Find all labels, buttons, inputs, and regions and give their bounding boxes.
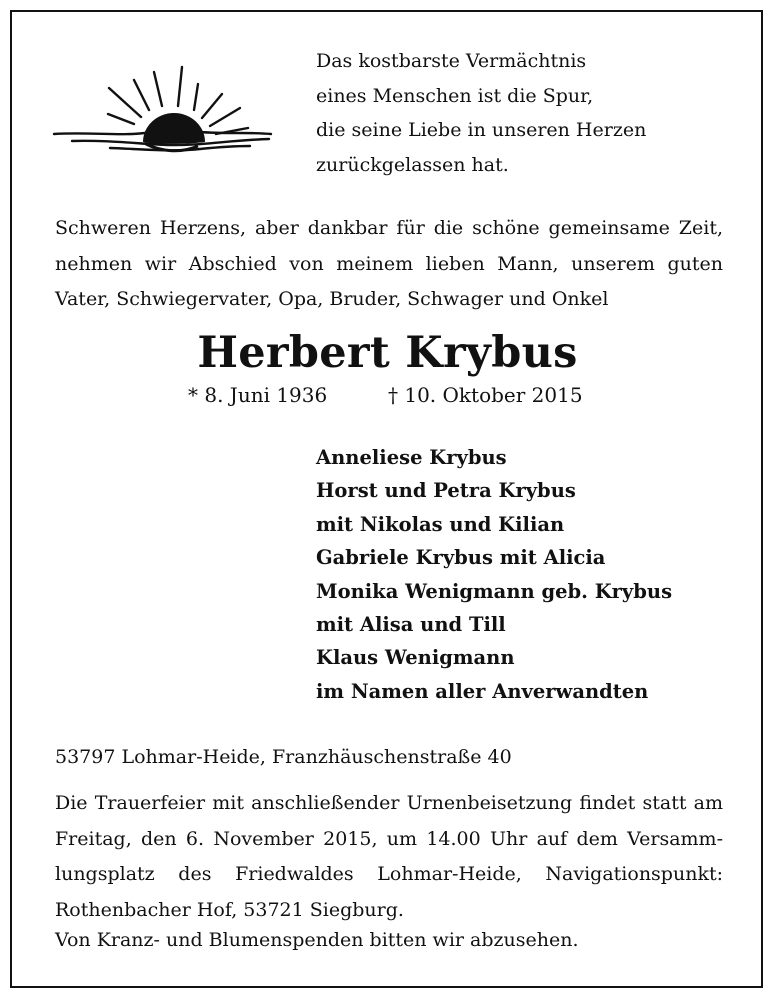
service-line: Die Trauerfeier mit anschließender Urnenbeisetzung findet statt am	[55, 792, 723, 814]
service-paragraph	[55, 786, 723, 928]
intro-line: nehmen wir Abschied von meinem lieben Mann, unserem guten	[55, 252, 723, 275]
mourner-line: Anneliese Krybus	[316, 446, 507, 469]
intro-paragraph	[55, 211, 723, 318]
mourner-line: Monika Wenigmann geb. Krybus	[316, 579, 673, 603]
mourner-line: Horst und Petra Krybus	[316, 479, 576, 503]
verse-line: eines Menschen ist die Spur,	[316, 84, 594, 107]
verse-line: die seine Liebe in unseren Herzen	[316, 119, 647, 141]
address: 53797 Lohmar-Heide, Franzhäuschenstraße 40	[55, 746, 512, 768]
closing-note: Von Kranz- und Blumenspenden bitten wir abzusehen.	[55, 929, 579, 951]
intro-line: Schweren Herzens, aber dankbar für die schöne gemeinsame Zeit,	[55, 217, 723, 239]
rising-sun-icon	[50, 60, 275, 160]
verse-line: Das kostbarste Vermächtnis	[316, 50, 587, 72]
mourner-line: mit Alisa und Till	[316, 613, 506, 637]
mourners-list	[316, 441, 672, 708]
intro-line: Vater, Schwiegervater, Opa, Bruder, Schwager und Onkel	[55, 288, 609, 310]
service-line: Rothenbacher Hof, 53721 Siegburg.	[55, 898, 404, 921]
mourner-line: Klaus Wenigmann	[316, 646, 515, 670]
deceased-name: Herbert Krybus	[197, 328, 578, 378]
verse	[316, 44, 646, 182]
service-line: lungsplatz des Friedwaldes Lohmar-Heide, Navigationspunkt:	[55, 863, 723, 885]
mourner-line: mit Nikolas und Kilian	[316, 512, 565, 536]
verse-line: zurückgelassen hat.	[316, 153, 509, 176]
mourner-line: im Namen aller Anverwandten	[316, 679, 649, 703]
service-line: Freitag, den 6. November 2015, um 14.00 Uhr auf dem Versamm-	[55, 827, 723, 850]
death-date: † 10. Oktober 2015	[388, 383, 583, 407]
mourner-line: Gabriele Krybus mit Alicia	[316, 546, 606, 570]
birth-date: * 8. Juni 1936	[188, 383, 328, 407]
